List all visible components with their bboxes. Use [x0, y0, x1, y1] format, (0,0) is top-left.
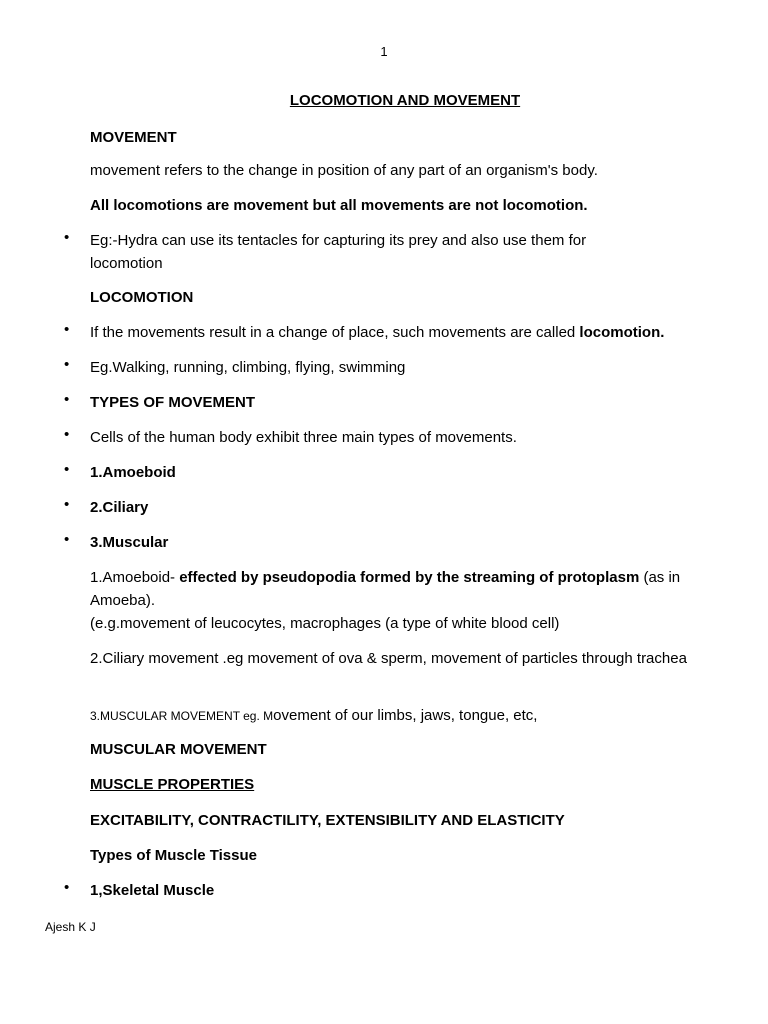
cells-movement-types: Cells of the human body exhibit three main types of movements. [90, 429, 517, 446]
locomotion-term: locomotion. [579, 324, 665, 341]
muscle-properties-list: EXCITABILITY, CONTRACTILITY, EXTENSIBILITY AND ELASTICITY [90, 812, 565, 829]
muscular-small-text: 3.MUSCULAR MOVEMENT eg. M [90, 709, 274, 723]
bullet-marker: • [64, 496, 70, 513]
heading-movement: MOVEMENT [90, 129, 177, 146]
amoeboid-description [90, 566, 730, 612]
document-title [0, 92, 768, 109]
bullet-marker: • [64, 229, 70, 246]
locomotion-examples: Eg.Walking, running, climbing, flying, swimming [90, 359, 406, 376]
skeletal-muscle: 1,Skeletal Muscle [90, 882, 215, 899]
heading-types-of-muscle-tissue: Types of Muscle Tissue [90, 847, 257, 864]
footer-author: Ajesh K J [45, 920, 96, 934]
hydra-example: Eg:-Hydra can use its tentacles for capturing its prey and also use them for locomotion [90, 232, 587, 272]
amoeboid-bold: effected by pseudopodia formed by the streaming of protoplasm [179, 569, 640, 586]
bullet-marker: • [64, 879, 70, 896]
bullet-marker: • [64, 461, 70, 478]
heading-types-of-movement: TYPES OF MOVEMENT [90, 394, 256, 411]
bullet-marker: • [64, 426, 70, 443]
amoeboid-example: (e.g.movement of leucocytes, macrophages (a type of white blood cell) [90, 615, 560, 632]
ciliary-description: 2.Ciliary movement .eg movement of ova & sperm, movement of particles through trachea [90, 650, 687, 667]
bullet-marker: • [64, 391, 70, 408]
type-muscular: 3.Muscular [90, 534, 169, 551]
bullet-marker: • [64, 356, 70, 373]
all-locomotions-statement: All locomotions are movement but all movements are not locomotion. [90, 197, 588, 214]
amoeboid-suffix: (as in Amoeba). [90, 569, 681, 609]
page-number: 1 [380, 44, 388, 59]
movement-definition: movement refers to the change in position of any part of an organism's body. [90, 162, 598, 179]
muscular-text: ovement of our limbs, jaws, tongue, etc, [273, 707, 538, 724]
bullet-marker: • [64, 531, 70, 548]
heading-muscular-movement: MUSCULAR MOVEMENT [90, 741, 267, 758]
type-ciliary: 2.Ciliary [90, 499, 149, 516]
bullet-marker: • [64, 321, 70, 338]
amoeboid-prefix: 1.Amoeboid- [90, 569, 180, 586]
heading-locomotion: LOCOMOTION [90, 289, 194, 306]
muscle-properties-text: MUSCLE PROPERTIES [90, 776, 255, 793]
title-text: LOCOMOTION AND MOVEMENT [289, 92, 521, 109]
type-amoeboid: 1.Amoeboid [90, 464, 176, 481]
locomotion-definition [90, 321, 730, 344]
muscular-description [90, 704, 730, 728]
heading-muscle-properties [90, 773, 730, 796]
locomotion-definition-text: If the movements result in a change of place, such movements are called [90, 324, 580, 341]
